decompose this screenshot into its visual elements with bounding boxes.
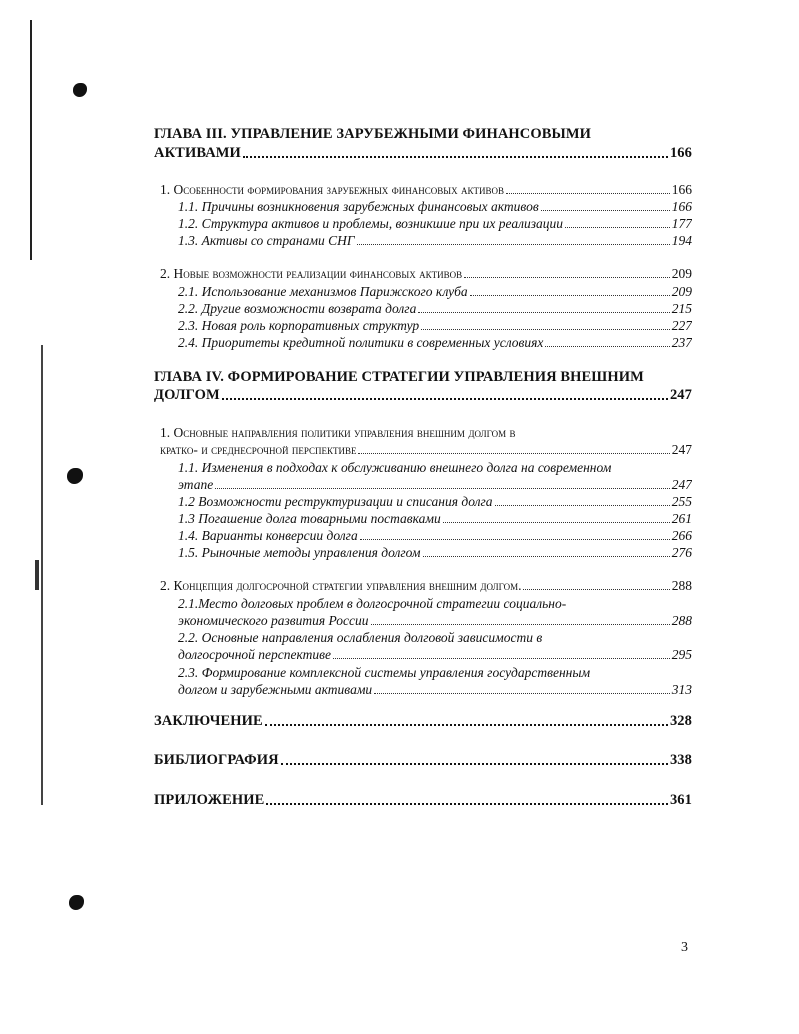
chapter3-page: 166: [669, 145, 692, 161]
toc-subsection: этапе 247: [178, 477, 692, 492]
chapter3-title-line2: АКТИВАМИ: [154, 145, 241, 161]
toc-subsection: долгосрочной перспективе 295: [178, 647, 692, 662]
chapter4-title-row: [154, 387, 692, 404]
chapter4-title-line2: ДОЛГОМ: [154, 387, 220, 403]
punch-hole-mark: [69, 895, 84, 910]
dot-leader: [243, 156, 668, 158]
appendix-row: ПРИЛОЖЕНИЕ 361: [154, 792, 692, 808]
chapter4-page: 247: [669, 387, 692, 403]
toc-subsection: 2.3. Новая роль корпоративных структур 227: [178, 318, 692, 333]
chapter3-title-line1: ГЛАВА III. УПРАВЛЕНИЕ ЗАРУБЕЖНЫМИ ФИНАНСОВЫМИ: [154, 126, 592, 142]
punch-hole-mark: [67, 468, 83, 484]
toc-subsection: 1.5. Рыночные методы управления долгом 276: [178, 545, 692, 560]
toc-subsection-line1: 1.1. Изменения в подходах к обслуживанию внешнего долга на современном: [178, 460, 612, 475]
toc-section: 1. Особенности формирования зарубежных финансовых активов 166: [160, 182, 692, 197]
toc-subsection: долгом и зарубежными активами 313: [178, 682, 692, 697]
chapter4-title-line1: ГЛАВА IV. ФОРМИРОВАНИЕ СТРАТЕГИИ УПРАВЛЕНИЯ ВНЕШНИМ: [154, 369, 644, 385]
punch-hole-mark: [73, 83, 87, 97]
toc-subsection: 1.1. Причины возникновения зарубежных финансовых активов 166: [178, 199, 692, 214]
toc-subsection-line1: 2.2. Основные направления ослабления долговой зависимости в: [178, 630, 543, 645]
scan-edge-line: [35, 560, 39, 590]
bibliography-row: БИБЛИОГРАФИЯ 338: [154, 752, 692, 768]
toc-subsection: 1.2 Возможности реструктуризации и списания долга 255: [178, 494, 692, 509]
toc-section: 2. Новые возможности реализации финансовых активов 209: [160, 266, 692, 281]
chapter3-title-row: [154, 145, 692, 162]
toc-subsection: 2.4. Приоритеты кредитной политики в современных условиях 237: [178, 335, 692, 350]
page-number: 3: [681, 940, 688, 955]
toc-subsection: 1.2. Структура активов и проблемы, возникшие при их реализации 177: [178, 216, 692, 231]
toc-section: кратко- и среднесрочной перспективе 247: [160, 442, 692, 457]
scan-edge-line: [30, 20, 32, 260]
toc-subsection: 1.3 Погашение долга товарными поставками 261: [178, 511, 692, 526]
dot-leader: [222, 398, 668, 400]
conclusion-row: ЗАКЛЮЧЕНИЕ 328: [154, 713, 692, 729]
toc-section: 2. Концепция долгосрочной стратегии управления внешним долгом. 288: [160, 578, 692, 593]
toc-subsection: 1.4. Варианты конверсии долга 266: [178, 528, 692, 543]
toc-subsection: 2.2. Другие возможности возврата долга 215: [178, 301, 692, 316]
toc-section-line1: 1. Основные направления политики управления внешним долгом в: [160, 425, 516, 440]
scan-edge-line: [41, 345, 43, 805]
toc-subsection: 1.3. Активы со странами СНГ 194: [178, 233, 692, 248]
toc-subsection-line1: 2.1.Место долговых проблем в долгосрочной стратегии социально-: [178, 596, 567, 611]
toc-subsection: экономического развития России 288: [178, 613, 692, 628]
toc-subsection-line1: 2.3. Формирование комплексной системы управления государственным: [178, 665, 591, 680]
toc-subsection: 2.1. Использование механизмов Парижского клуба 209: [178, 284, 692, 299]
